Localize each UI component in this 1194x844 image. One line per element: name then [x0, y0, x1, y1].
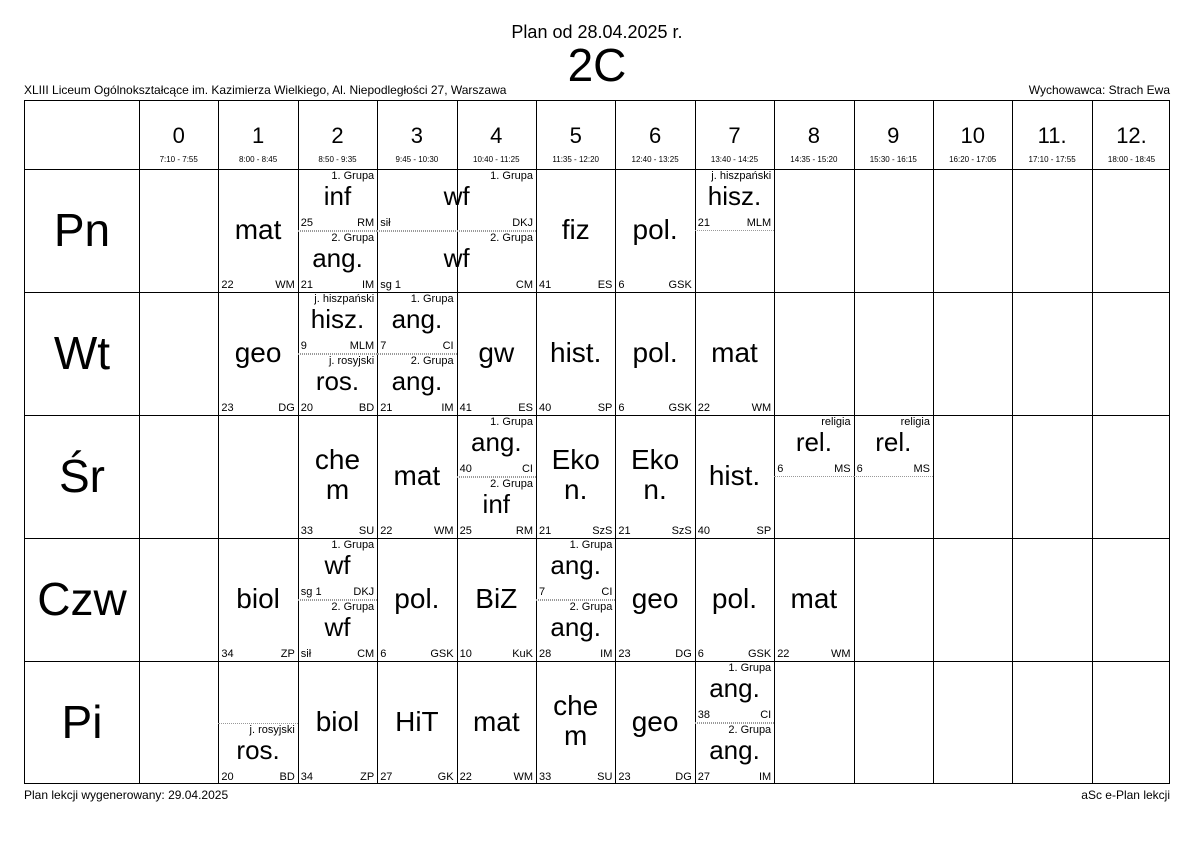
room-number: 22 — [459, 771, 472, 783]
period-time: 17:10 - 17:55 — [1028, 155, 1076, 164]
room-number: 20 — [300, 402, 314, 414]
teacher-code: SP — [756, 525, 772, 537]
column-divider — [139, 101, 140, 783]
teacher-code: SP — [597, 402, 613, 414]
group-label: j. hiszpański — [711, 170, 772, 182]
subject-line: rel. — [795, 427, 832, 457]
room-number: 34 — [300, 771, 314, 783]
lesson-cell — [218, 169, 297, 292]
group-label: 1. Grupa — [331, 539, 375, 551]
subject-name — [298, 445, 377, 505]
room-number: 21 — [380, 402, 393, 414]
subject-name — [298, 242, 377, 273]
subject-name — [377, 183, 536, 209]
lesson-cell — [695, 169, 774, 231]
lesson-cell — [615, 538, 694, 661]
period-time: 11:35 - 12:20 — [552, 155, 599, 164]
lesson-cell — [615, 169, 694, 292]
group-label: 2. Grupa — [331, 231, 375, 244]
teacher-code: WM — [434, 525, 454, 537]
subject-name — [298, 552, 377, 578]
subject-name — [298, 611, 377, 642]
subject-line: pol. — [632, 213, 678, 245]
subject-line: che — [553, 689, 599, 721]
teacher-code: DG — [675, 771, 692, 783]
subject-line: wf — [443, 242, 470, 273]
lesson-cell — [377, 538, 456, 661]
group-label: 2. Grupa — [490, 231, 533, 244]
room-number: 34 — [221, 648, 234, 660]
subject-name — [218, 338, 297, 368]
teacher-code: RM — [357, 216, 375, 229]
subject-line: pol. — [394, 582, 440, 614]
lesson-cell — [377, 415, 456, 538]
teacher-code: MLM — [746, 216, 772, 229]
subject-name — [298, 306, 377, 332]
subject-line: inf — [482, 488, 511, 519]
subject-name — [218, 215, 297, 245]
room-number: 23 — [618, 771, 631, 783]
room-number: 6 — [380, 648, 387, 660]
period-number: 4 — [490, 123, 503, 148]
lesson-cell — [615, 292, 694, 415]
teacher-code: CM — [515, 279, 533, 291]
group-label: 2. Grupa — [410, 354, 454, 367]
period-number: 12. — [1116, 123, 1147, 148]
subject-line: n. — [564, 473, 588, 505]
teacher-code: GSK — [668, 279, 692, 291]
lesson-cell — [457, 477, 536, 539]
subject-name — [457, 338, 536, 368]
subject-line: che — [314, 443, 361, 475]
subject-name — [298, 183, 377, 209]
room-number: 22 — [221, 279, 234, 291]
lesson-cell — [298, 354, 377, 416]
period-number: 9 — [887, 123, 900, 148]
subject-line: n. — [643, 473, 667, 505]
lesson-cell — [298, 231, 377, 293]
day-label: Pi — [61, 696, 103, 748]
column-divider — [1092, 101, 1093, 783]
period-number: 1 — [251, 123, 265, 148]
teacher-code: WM — [513, 771, 533, 783]
lesson-cell — [695, 292, 774, 415]
subject-name — [695, 183, 774, 209]
teacher-code: IM — [758, 771, 772, 783]
teacher-code: ES — [597, 279, 613, 291]
lesson-cell — [457, 661, 536, 784]
room-number: 21 — [539, 525, 552, 537]
teacher-code: GSK — [430, 648, 454, 660]
teacher-code: CI — [442, 339, 454, 352]
subject-line: m — [564, 719, 588, 751]
lesson-cell — [377, 169, 536, 231]
subject-name — [457, 707, 536, 737]
lesson-cell — [298, 600, 377, 662]
school-info: XLIII Liceum Ogólnokształcące im. Kazimierza Wielkiego, Al. Niepodległości 27, Warszawa — [24, 83, 507, 97]
room-number: 6 — [856, 462, 863, 475]
teacher-code: WM — [751, 402, 772, 414]
lesson-cell — [536, 600, 615, 662]
subject-name — [615, 707, 694, 737]
lesson-cell — [536, 292, 615, 415]
subject-name — [774, 429, 853, 455]
subject-line: hist. — [708, 459, 761, 491]
room-number: 25 — [459, 525, 472, 537]
subject-name — [377, 306, 456, 332]
teacher-code: CI — [760, 708, 772, 721]
subject-name — [615, 584, 694, 614]
subject-line: fiz — [561, 213, 590, 245]
period-number: 2 — [331, 123, 344, 148]
group-label: religia — [821, 416, 851, 428]
lesson-cell — [615, 661, 694, 784]
room-number: 22 — [777, 648, 790, 660]
subject-line: geo — [234, 336, 282, 368]
subject-line: ros. — [236, 734, 280, 765]
subject-name — [536, 445, 615, 505]
teacher-code: DG — [278, 402, 295, 414]
room-number: 25 — [300, 216, 314, 229]
day-label: Pn — [53, 204, 111, 256]
group-label: religia — [900, 416, 930, 428]
subject-line: HiT — [395, 705, 439, 737]
period-time: 7:10 - 7:55 — [159, 155, 198, 164]
subject-line: hist. — [550, 336, 602, 368]
room-number: 22 — [380, 525, 393, 537]
period-time: 16:20 - 17:05 — [949, 155, 997, 164]
subject-line: hisz. — [310, 304, 365, 334]
group-label: j. rosyjski — [328, 354, 375, 367]
period-number: 0 — [172, 123, 185, 148]
subject-line: ang. — [312, 242, 363, 273]
room-number: sg 1 — [300, 585, 322, 598]
teacher-code: SU — [358, 525, 375, 537]
room-number: 6 — [777, 462, 784, 475]
subject-line: wf — [443, 181, 470, 211]
software-credit: aSc e-Plan lekcji — [1081, 788, 1170, 802]
room-number: 41 — [539, 279, 552, 291]
group-label: 1. Grupa — [490, 170, 533, 182]
subject-name — [695, 461, 774, 491]
lesson-cell — [457, 538, 536, 661]
subject-name — [377, 707, 456, 737]
room-number: 40 — [697, 525, 711, 537]
subject-name — [218, 584, 297, 614]
subject-line: ang. — [470, 427, 522, 457]
teacher-code: KuK — [512, 648, 533, 660]
room-number: 27 — [697, 771, 711, 783]
subject-line: geo — [631, 705, 679, 737]
teacher-code: MLM — [349, 339, 375, 352]
subject-name — [377, 365, 456, 396]
subject-name — [695, 675, 774, 701]
room-number: 9 — [300, 339, 307, 352]
period-time: 12:40 - 13:25 — [631, 155, 679, 164]
teacher-code: SzS — [592, 525, 613, 537]
subject-line: mat — [472, 705, 520, 737]
room-number: 6 — [618, 279, 625, 291]
lesson-cell — [695, 415, 774, 538]
subject-name — [457, 429, 536, 455]
teacher-code: WM — [831, 648, 851, 660]
period-time: 15:30 - 16:15 — [869, 155, 917, 164]
lesson-cell — [536, 415, 615, 538]
subject-name — [615, 338, 694, 368]
subject-name — [377, 461, 456, 491]
day-label: Czw — [37, 573, 127, 625]
subject-name — [536, 552, 615, 578]
subject-line: gw — [478, 336, 515, 368]
room-number: 6 — [618, 402, 625, 414]
lesson-cell — [536, 538, 615, 600]
group-label: 2. Grupa — [569, 600, 613, 613]
room-number: 23 — [618, 648, 631, 660]
subject-name — [615, 215, 694, 245]
lesson-cell — [377, 292, 456, 354]
room-number: sg 1 — [380, 279, 401, 291]
lesson-cell — [218, 723, 297, 785]
room-number: 20 — [221, 771, 234, 783]
subject-name — [298, 707, 377, 737]
period-number: 11. — [1037, 123, 1067, 148]
teacher-code: MS — [834, 462, 851, 475]
lesson-cell — [536, 661, 615, 784]
teacher-code: BD — [279, 771, 295, 783]
teacher-code: ZP — [280, 648, 295, 660]
teacher-code: GSK — [747, 648, 772, 660]
column-divider — [933, 101, 934, 783]
subject-line: pol. — [711, 582, 758, 614]
period-time: 8:00 - 8:45 — [238, 155, 278, 164]
subject-name — [854, 429, 933, 455]
teacher-code: ES — [518, 402, 533, 414]
teacher-code: BD — [358, 402, 375, 414]
teacher-code: IM — [441, 402, 454, 414]
period-number: 8 — [807, 123, 820, 148]
subject-name — [457, 584, 536, 614]
lesson-cell — [695, 723, 774, 785]
teacher-code: RM — [515, 525, 533, 537]
room-number: 40 — [539, 402, 552, 414]
subject-line: inf — [323, 181, 352, 211]
subject-name — [536, 691, 615, 751]
lesson-cell — [854, 415, 933, 477]
period-number: 6 — [648, 123, 662, 148]
room-number: 28 — [539, 648, 552, 660]
room-number: 33 — [300, 525, 314, 537]
subject-name — [536, 338, 615, 368]
teacher-code: CI — [521, 462, 533, 475]
subject-line: mat — [790, 582, 838, 614]
room-number: 21 — [300, 279, 314, 291]
room-number: 10 — [459, 648, 472, 660]
lesson-cell — [377, 354, 456, 416]
teacher-code: SU — [597, 771, 613, 783]
subject-line: ang. — [550, 611, 601, 642]
period-time: 14:35 - 15:20 — [790, 155, 838, 164]
teacher-code: DKJ — [512, 216, 533, 229]
room-number: 38 — [697, 708, 711, 721]
subject-line: rel. — [875, 427, 912, 457]
teacher-code: DKJ — [353, 585, 375, 598]
lesson-cell — [218, 538, 297, 661]
teacher-code: SzS — [671, 525, 692, 537]
teacher-code: CM — [357, 648, 375, 660]
period-number: 3 — [410, 123, 423, 148]
lesson-cell — [377, 231, 536, 293]
subject-line: ang. — [709, 673, 760, 703]
subject-name — [457, 488, 536, 519]
room-number: 41 — [459, 402, 472, 414]
lesson-cell — [774, 415, 853, 477]
day-label: Śr — [59, 450, 105, 502]
room-number: 23 — [221, 402, 234, 414]
group-label: 1. Grupa — [331, 170, 375, 182]
teacher-code: DG — [675, 648, 692, 660]
room-number: 40 — [459, 462, 472, 475]
lesson-cell — [298, 661, 377, 784]
generated-date: Plan lekcji wygenerowany: 29.04.2025 — [24, 788, 229, 802]
lesson-cell — [298, 292, 377, 354]
column-divider — [1012, 101, 1013, 783]
lesson-cell — [695, 661, 774, 723]
subject-line: biol — [315, 705, 360, 737]
teacher-code: ZP — [360, 771, 375, 783]
lesson-cell — [298, 415, 377, 538]
room-number: 21 — [618, 525, 631, 537]
group-label: 1. Grupa — [569, 539, 613, 551]
room-number: sił — [380, 216, 391, 229]
lesson-cell — [536, 169, 615, 292]
teacher-code: GK — [437, 771, 454, 783]
group-label: j. hiszpański — [314, 293, 375, 305]
lesson-cell — [298, 169, 377, 231]
subject-name — [218, 734, 297, 765]
subject-line: pol. — [632, 336, 678, 368]
class-teacher: Wychowawca: Strach Ewa — [1028, 83, 1170, 97]
teacher-code: IM — [361, 279, 375, 291]
subject-line: ros. — [315, 365, 360, 396]
period-time: 18:00 - 18:45 — [1107, 155, 1156, 164]
room-number: 6 — [697, 648, 704, 660]
room-number: 22 — [697, 402, 711, 414]
day-label: Wt — [53, 327, 111, 379]
period-time: 13:40 - 14:25 — [710, 155, 759, 164]
subject-line: wf — [324, 550, 351, 580]
group-label: j. rosyjski — [249, 723, 295, 736]
subject-name — [695, 584, 774, 614]
room-number: sił — [300, 648, 312, 660]
teacher-code: CI — [601, 585, 613, 598]
teacher-code: IM — [600, 648, 613, 660]
subject-line: BiZ — [475, 582, 518, 614]
room-number: 27 — [380, 771, 393, 783]
period-number: 10 — [960, 123, 985, 148]
group-label: 2. Grupa — [490, 477, 533, 490]
subject-line: ang. — [550, 550, 601, 580]
group-label: 1. Grupa — [490, 416, 533, 428]
subject-line: Eko — [551, 443, 600, 475]
subject-name — [695, 338, 774, 368]
subject-line: ang. — [709, 734, 760, 765]
lesson-cell — [377, 661, 456, 784]
lesson-cell — [774, 538, 853, 661]
teacher-code: WM — [275, 279, 295, 291]
timetable-grid — [24, 100, 1170, 784]
period-number: 5 — [569, 123, 582, 148]
subject-line: hisz. — [707, 181, 762, 211]
lesson-cell — [615, 415, 694, 538]
teacher-code: MS — [913, 462, 930, 475]
subject-line: mat — [234, 213, 282, 245]
subject-name — [774, 584, 853, 614]
room-number: 33 — [539, 771, 552, 783]
subject-line: wf — [324, 611, 351, 642]
subject-line: biol — [236, 582, 280, 614]
class-name-title: 2C — [567, 39, 627, 91]
subject-name — [615, 445, 694, 505]
period-time: 8:50 - 9:35 — [318, 155, 357, 164]
subject-name — [536, 215, 615, 245]
subject-line: ang. — [391, 365, 443, 396]
period-time: 10:40 - 11:25 — [473, 155, 520, 164]
subject-line: mat — [711, 336, 758, 368]
subject-line: ang. — [391, 304, 443, 334]
period-number: 7 — [728, 123, 741, 148]
subject-line: m — [325, 473, 350, 505]
group-label: 1. Grupa — [410, 293, 454, 305]
lesson-cell — [457, 415, 536, 477]
teacher-code: GSK — [668, 402, 692, 414]
group-label: 2. Grupa — [331, 600, 375, 613]
group-label: 1. Grupa — [728, 662, 772, 674]
group-label: 2. Grupa — [728, 723, 772, 736]
subject-line: mat — [393, 459, 441, 491]
subject-name — [298, 365, 377, 396]
lesson-cell — [457, 292, 536, 415]
subject-name — [695, 734, 774, 765]
period-time: 9:45 - 10:30 — [395, 155, 439, 164]
subject-name — [536, 611, 615, 642]
lesson-cell — [695, 538, 774, 661]
lesson-cell — [218, 292, 297, 415]
room-number: 7 — [539, 585, 546, 598]
room-number: 21 — [697, 216, 711, 229]
subject-line: Eko — [630, 443, 680, 475]
subject-name — [377, 584, 456, 614]
subject-name — [377, 242, 536, 273]
subject-line: geo — [631, 582, 679, 614]
lesson-cell — [298, 538, 377, 600]
room-number: 7 — [380, 339, 387, 352]
plan-date-title: Plan od 28.04.2025 r. — [511, 22, 683, 42]
